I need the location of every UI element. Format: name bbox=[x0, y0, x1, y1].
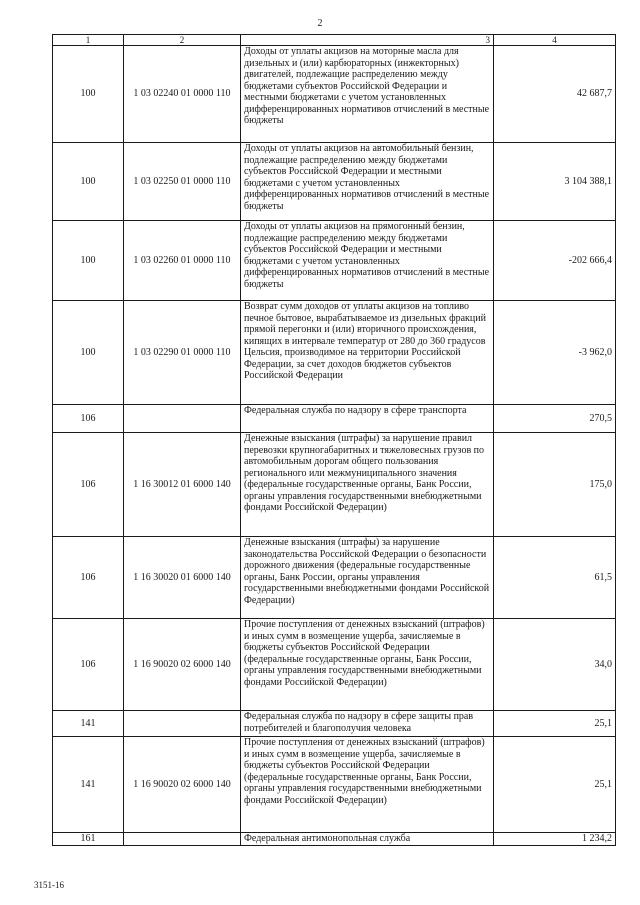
revenue-name-cell: Доходы от уплаты акцизов на автомобильный бензин, подлежащие распределению между бюджетами субъектов Российской Федерации и местными бюджетами с учетом установленных дифференцированных нормативов отчислений в местные бюджеты bbox=[241, 143, 494, 221]
revenue-name-cell: Федеральная антимонопольная служба bbox=[241, 833, 494, 846]
table-row bbox=[53, 711, 616, 737]
budget-code-cell bbox=[124, 405, 241, 433]
amount-cell: 1 234,2 bbox=[494, 833, 616, 846]
table-row bbox=[53, 143, 616, 221]
page-number: 2 bbox=[317, 18, 323, 29]
revenue-name-cell: Федеральная служба по надзору в сфере защиты прав потребителей и благополучия человека bbox=[241, 711, 494, 737]
table-row bbox=[53, 537, 616, 619]
admin-code-cell: 100 bbox=[53, 46, 124, 143]
amount-cell: 270,5 bbox=[494, 405, 616, 433]
table-row bbox=[53, 46, 616, 143]
revenue-name-cell: Денежные взыскания (штрафы) за нарушение правил перевозки крупногабаритных и тяжеловесных грузов по автомобильным дорогам общего пользования регионального или межмуниципального значения (федеральные государственные органы, Банк России, органы управления государственными внебюджетными фондами Российской Федерации) bbox=[241, 433, 494, 537]
budget-code-cell: 1 03 02290 01 0000 110 bbox=[124, 301, 241, 405]
budget-code-cell: 1 16 90020 02 6000 140 bbox=[124, 619, 241, 711]
budget-code-cell: 1 03 02260 01 0000 110 bbox=[124, 221, 241, 301]
admin-code-cell: 141 bbox=[53, 711, 124, 737]
revenue-name-cell: Возврат сумм доходов от уплаты акцизов на топливо печное бытовое, вырабатываемое из дизельных фракций прямой перегонки и (или) вторичного происхождения, кипящих в интервале температур от 280 до 360 градусов Цельсия, производимое на территории Российской Федерации, за счет доходов бюджетов субъектов Российской Федерации bbox=[241, 301, 494, 405]
admin-code-cell: 100 bbox=[53, 221, 124, 301]
column-number-1: 1 bbox=[53, 35, 124, 46]
budget-code-cell: 1 03 02250 01 0000 110 bbox=[124, 143, 241, 221]
admin-code-cell: 161 bbox=[53, 833, 124, 846]
table-row bbox=[53, 405, 616, 433]
amount-cell: 25,1 bbox=[494, 711, 616, 737]
column-number-2: 2 bbox=[124, 35, 241, 46]
table-row bbox=[53, 221, 616, 301]
amount-cell: -3 962,0 bbox=[494, 301, 616, 405]
amount-cell: 25,1 bbox=[494, 737, 616, 833]
revenue-name-cell: Доходы от уплаты акцизов на прямогонный бензин, подлежащие распределению между бюджетами субъектов Российской Федерации и местными бюджетами с учетом установленных дифференцированных нормативов отчислений в местные бюджеты bbox=[241, 221, 494, 301]
admin-code-cell: 100 bbox=[53, 143, 124, 221]
amount-cell: 175,0 bbox=[494, 433, 616, 537]
table-row bbox=[53, 737, 616, 833]
column-number-row bbox=[53, 35, 616, 46]
budget-code-cell bbox=[124, 711, 241, 737]
admin-code-cell: 106 bbox=[53, 405, 124, 433]
revenue-name-cell: Федеральная служба по надзору в сфере транспорта bbox=[241, 405, 494, 433]
admin-code-cell: 100 bbox=[53, 301, 124, 405]
column-number-3: 3 bbox=[241, 35, 494, 46]
revenue-name-cell: Прочие поступления от денежных взысканий (штрафов) и иных сумм в возмещение ущерба, зачисляемые в бюджеты субъектов Российской Федерации (федеральные государственные органы, Банк России, органы управления государственными внебюджетными фондами Российской Федерации) bbox=[241, 619, 494, 711]
amount-cell: 3 104 388,1 bbox=[494, 143, 616, 221]
revenue-name-cell: Прочие поступления от денежных взысканий (штрафов) и иных сумм в возмещение ущерба, зачисляемые в бюджеты субъектов Российской Федерации (федеральные государственные органы, Банк России, органы управления государственными внебюджетными фондами Российской Федерации) bbox=[241, 737, 494, 833]
budget-code-cell bbox=[124, 833, 241, 846]
table-row bbox=[53, 301, 616, 405]
amount-cell: -202 666,4 bbox=[494, 221, 616, 301]
table-row bbox=[53, 619, 616, 711]
amount-cell: 61,5 bbox=[494, 537, 616, 619]
budget-code-cell: 1 16 90020 02 6000 140 bbox=[124, 737, 241, 833]
budget-code-cell: 1 16 30020 01 6000 140 bbox=[124, 537, 241, 619]
admin-code-cell: 141 bbox=[53, 737, 124, 833]
table-row bbox=[53, 833, 616, 846]
amount-cell: 42 687,7 bbox=[494, 46, 616, 143]
document-code: 3151-16 bbox=[34, 880, 64, 890]
budget-code-cell: 1 16 30012 01 6000 140 bbox=[124, 433, 241, 537]
admin-code-cell: 106 bbox=[53, 537, 124, 619]
budget-code-cell: 1 03 02240 01 0000 110 bbox=[124, 46, 241, 143]
amount-cell: 34,0 bbox=[494, 619, 616, 711]
revenue-name-cell: Доходы от уплаты акцизов на моторные масла для дизельных и (или) карбюраторных (инжекторных) двигателей, подлежащие распределению между бюджетами субъектов Российской Федерации и местными бюджетами с учетом установленных дифференцированных нормативов отчислений в местные бюджеты bbox=[241, 46, 494, 143]
admin-code-cell: 106 bbox=[53, 619, 124, 711]
admin-code-cell: 106 bbox=[53, 433, 124, 537]
column-number-4: 4 bbox=[494, 35, 616, 46]
revenue-table bbox=[52, 34, 616, 846]
table-row bbox=[53, 433, 616, 537]
revenue-name-cell: Денежные взыскания (штрафы) за нарушение законодательства Российской Федерации о безопасности дорожного движения (федеральные государственные органы, Банк России, органы управления государственными внебюджетными фондами Российской Федерации) bbox=[241, 537, 494, 619]
